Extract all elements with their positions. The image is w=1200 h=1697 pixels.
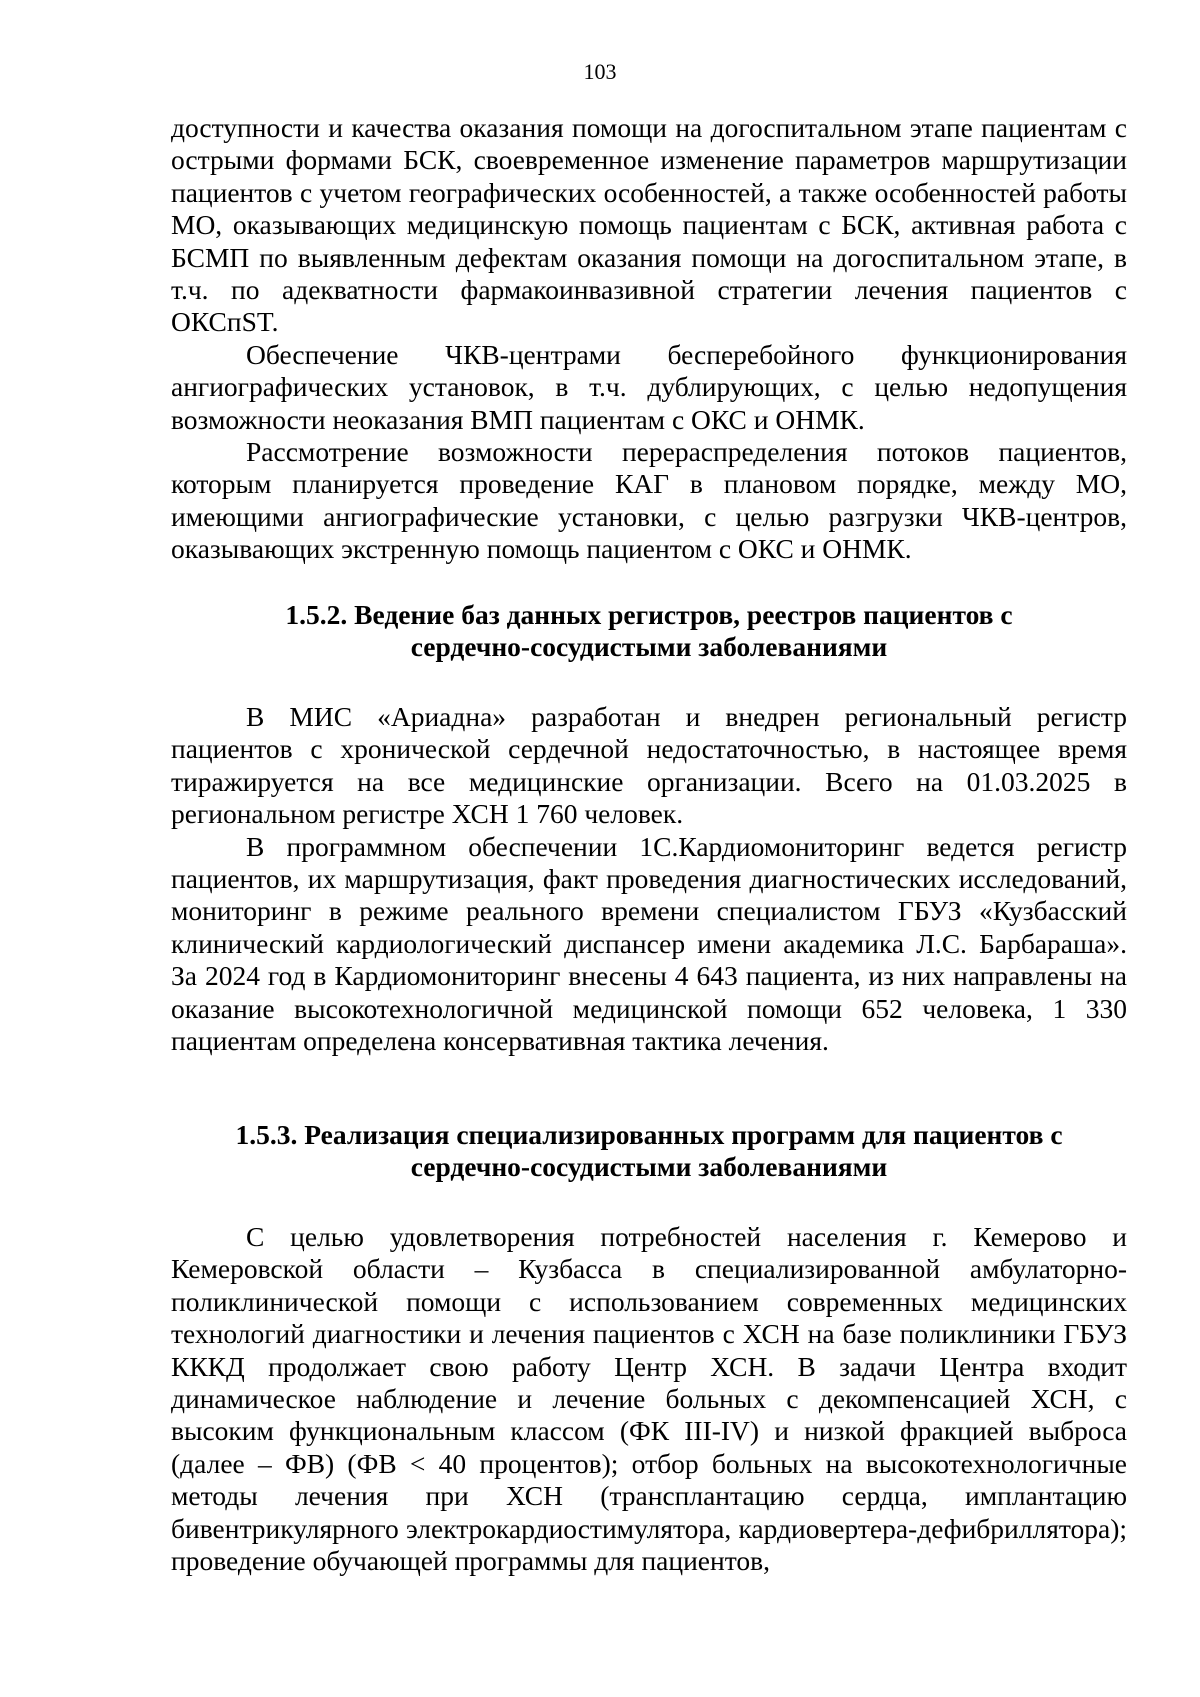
text-block-intro (171, 112, 1127, 566)
page-number: 103 (583, 59, 617, 84)
text-block-section-1-5-3 (171, 1221, 1127, 1577)
heading-line: сердечно-сосудистыми заболеваниями (410, 631, 888, 663)
heading-line: 1.5.3. Реализация специализированных программ для пациентов с (235, 1119, 1063, 1150)
section-heading-1-5-2 (171, 599, 1127, 664)
section-heading-1-5-3 (171, 1119, 1127, 1184)
heading-line: сердечно-сосудистыми заболеваниями (410, 1151, 888, 1183)
paragraph: Обеспечение ЧКВ-центрами бесперебойного функционирования ангиографических установок, в т.ч. дублирующих, с целью недопущения возможности неоказания ВМП пациентам с ОКС и ОНМК. (171, 338, 1127, 435)
paragraph: В МИС «Ариадна» разработан и внедрен региональный регистр пациентов с хронической сердечной недостаточностью, в настоящее время тиражируется на все медицинские организации. Всего на 01.03.2025 в региональном регистре ХСН 1 760 человек. (171, 701, 1127, 830)
paragraph: Рассмотрение возможности перераспределения потоков пациентов, которым планируется проведение КАГ в плановом порядке, между МО, имеющими ангиографические установки, с целью разгрузки ЧКВ-центров, оказывающих экстренную помощь пациентом с ОКС и ОНМК. (171, 436, 1127, 565)
heading-line: 1.5.2. Ведение баз данных регистров, реестров пациентов с (285, 599, 1013, 630)
paragraph: В программном обеспечении 1С.Кардиомониторинг ведется регистр пациентов, их маршрутизация, факт проведения диагностических исследований, мониторинг в режиме реального времени специалистом ГБУЗ «Кузбасский клинический кардиологический диспансер имени академика Л.С. Барбараша». За 2024 год в Кардиомониторинг внесены 4 643 пациента, из них направлены на оказание высокотехнологичной медицинской помощи 652 человека, 1 330 пациентам определена консервативная тактика лечения. (171, 830, 1127, 1057)
text-block-section-1-5-2 (171, 701, 1127, 1057)
paragraph: С целью удовлетворения потребностей населения г. Кемерово и Кемеровской области – Кузбасса в специализированной амбулаторно-поликлинической помощи с использованием современных медицинских технологий диагностики и лечения пациентов с ХСН на базе поликлиники ГБУЗ КККД продолжает свою работу Центр ХСН. В задачи Центра входит динамическое наблюдение и лечение больных с декомпенсацией ХСН, с высоким функциональным классом (ФК III-IV) и низкой фракцией выброса (далее – ФВ) (ФВ < 40 процентов); отбор больных на высокотехнологичные методы лечения при ХСН (трансплантацию сердца, имплантацию бивентрикулярного электрокардиостимулятора, кардиовертера-дефибриллятора); проведение обучающей программы для пациентов, (171, 1221, 1127, 1577)
paragraph: доступности и качества оказания помощи на догоспитальном этапе пациентам с острыми формами БСК, своевременное изменение параметров маршрутизации пациентов с учетом географических особенностей, а также особенностей работы МО, оказывающих медицинскую помощь пациентам с БСК, активная работа с БСМП по выявленным дефектам оказания помощи на догоспитальном этапе, в т.ч. по адекватности фармакоинвазивной стратегии лечения пациентов с ОКСпST. (171, 112, 1127, 338)
